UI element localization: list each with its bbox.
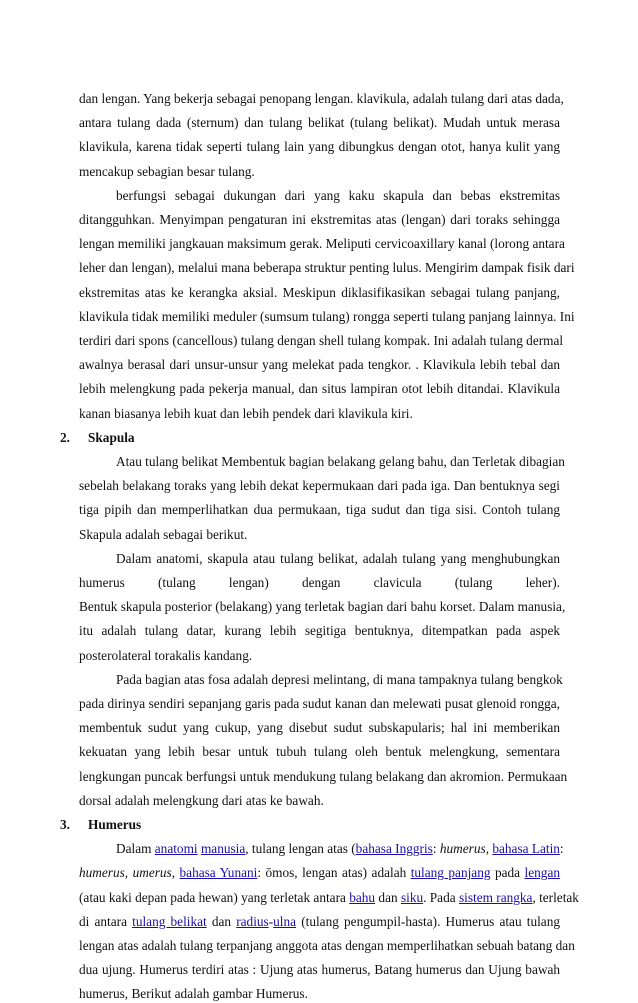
text-line	[79, 889, 579, 906]
section-number: 3.	[60, 817, 70, 832]
text-line: dan lengan. Yang bekerja sebagai penopang lengan. klavikula, adalah tulang dari atas dada,	[79, 91, 564, 106]
link-radius[interactable]: radius	[236, 913, 269, 929]
text-line: itu adalah tulang datar, kurang lebih segitiga bentuknya, ditempatkan pada aspek	[79, 623, 560, 639]
text-line	[79, 865, 560, 881]
text-line: dua ujung. Humerus terdiri atas : Ujung atas humerus, Batang humerus dan Ujung bawah	[79, 962, 560, 978]
text-line: sebelah belakang toraks yang lebih dekat kepermukaan dari pada iga. Dan bentuknya segi	[79, 478, 560, 494]
link-siku[interactable]: siku	[400, 889, 424, 905]
text-line	[116, 841, 564, 857]
text-run: dan	[206, 913, 237, 929]
link-bahu[interactable]: bahu	[349, 889, 376, 905]
italic-term: humerus, umerus	[79, 865, 172, 881]
text-line: humerus, Berikut adalah gambar Humerus.	[79, 986, 308, 1002]
text-run: Dalam	[116, 841, 155, 857]
text-run: , tulang lengan atas (	[245, 841, 356, 857]
text-line: antara tulang dada (sternum) dan tulang belikat (tulang belikat). Mudah untuk merasa	[79, 115, 560, 131]
text-line: mencakup sebagian besar tulang.	[79, 163, 255, 179]
text-line: lengkungan puncak berfungsi untuk mendukung tulang belakang dan akromion. Permukaan	[79, 768, 568, 784]
link-sistem-rangka[interactable]: sistem rangka	[458, 889, 533, 905]
text-line: awalnya berasal dari unsur-unsur yang melekat pada tengkor. . Klavikula lebih tebal dan	[79, 357, 560, 373]
text-line: posterolateral torakalis kandang.	[79, 647, 253, 663]
text-line: ekstremitas atas ke kerangka aksial. Meskipun diklasifikasikan sebagai tulang panjang,	[79, 284, 560, 300]
section-heading: Skapula	[88, 429, 135, 445]
link-bahasa-yunani[interactable]: bahasa Yunani	[179, 865, 258, 881]
link-tulang-panjang[interactable]: tulang panjang	[410, 865, 491, 881]
text-line: Skapula adalah sebagai berikut.	[79, 526, 248, 542]
text-run: . Pada	[423, 889, 459, 905]
italic-term: humerus	[439, 841, 486, 857]
text-run: (tulang pengumpil-hasta). Humerus atau tulang	[296, 913, 560, 929]
link-tulang-belikat[interactable]: tulang belikat	[132, 913, 207, 929]
text-run: ,	[485, 841, 493, 857]
text-line: dorsal adalah melengkung dari atas ke bawah.	[79, 792, 324, 808]
text-line: klavikula tidak memiliki meduler (sumsum tulang) rongga seperti tulang panjang lainnya. Ini	[79, 308, 575, 324]
text-line: lengan atas adalah tulang terpanjang anggota atas dengan memperlihatkan sebuah batang dan	[79, 938, 575, 953]
text-line: lengan memiliki jangkauan maksimum gerak. Meliputi cervicoaxillary kanal (lorong antara	[79, 236, 565, 252]
section-number: 2.	[60, 429, 70, 445]
text-line: Bentuk skapula posterior (belakang) yang terletak bagian dari bahu korset. Dalam manusia,	[79, 599, 566, 615]
link-manusia[interactable]: manusia	[200, 841, 246, 857]
text-run: pada	[490, 865, 525, 881]
text-line: Pada bagian atas fosa adalah depresi melintang, di mana tampaknya tulang bengkok	[116, 671, 563, 687]
text-run: , terletak	[532, 889, 579, 905]
text-line: terdiri dari spons (cancellous) tulang dengan shell tulang kompak. Ini adalah tulang dermal	[79, 333, 564, 348]
text-run: di antara	[79, 913, 133, 929]
text-run: : ōmos, lengan atas) adalah	[257, 865, 411, 881]
text-line: tiga pipih dan memperlihatkan dua permukaan, tiga sudut dan tiga sisi. Contoh tulang	[79, 502, 560, 518]
link-anatomi[interactable]: anatomi	[154, 841, 198, 857]
text-line: kekuatan yang lebih besar untuk tubuh tulang oleh bentuk melengkung, sementara	[79, 744, 560, 760]
text-line	[79, 914, 560, 930]
text-run: -	[268, 913, 274, 929]
text-line: kanan biasanya lebih kuat dan lebih pendek dari klavikula kiri.	[79, 405, 413, 421]
text-run: ,	[171, 865, 180, 881]
text-line: humerus (tulang lengan) dengan clavicula (tulang leher).	[79, 575, 560, 590]
text-line: Atau tulang belikat Membentuk bagian belakang gelang bahu, dan Terletak dibagian	[116, 454, 565, 469]
text-run: :	[432, 841, 440, 857]
text-line: pada dirinya sendiri sepanjang garis pada sudut kanan dan melewati pusat glenoid rongga,	[79, 696, 560, 711]
text-run: :	[559, 841, 564, 857]
link-bahasa-inggris[interactable]: bahasa Inggris	[355, 841, 433, 857]
link-bahasa-latin[interactable]: bahasa Latin	[492, 841, 560, 857]
text-line: membentuk sudut yang cukup, yang disebut sudut subskapularis; hal ini memberikan	[79, 720, 560, 736]
link-lengan[interactable]: lengan	[524, 865, 560, 881]
text-line: lebih melengkung pada pekerja manual, dan situs lampiran otot lebih ditandai. Klavikula	[79, 381, 560, 397]
text-line: klavikula, karena tidak seperti tulang lain yang dibungkus dengan otot, hanya kulit yang	[79, 139, 560, 155]
text-run: dan	[375, 889, 401, 905]
text-line: Dalam anatomi, skapula atau tulang belikat, adalah tulang yang menghubungkan	[116, 550, 560, 566]
link-ulna[interactable]: ulna	[273, 913, 297, 929]
text-line: leher dan lengan), melalui mana beberapa struktur penting lulus. Mengirim dampak fisik dari	[79, 260, 575, 276]
text-run: (atau kaki depan pada hewan) yang terletak antara	[79, 889, 350, 905]
text-line: berfungsi sebagai dukungan dari yang kaku skapula dan bebas ekstremitas	[116, 187, 560, 203]
text-line: ditangguhkan. Menyimpan pengaturan ini ekstremitas atas (lengan) dari toraks sehingga	[79, 212, 560, 227]
section-heading: Humerus	[88, 817, 142, 832]
